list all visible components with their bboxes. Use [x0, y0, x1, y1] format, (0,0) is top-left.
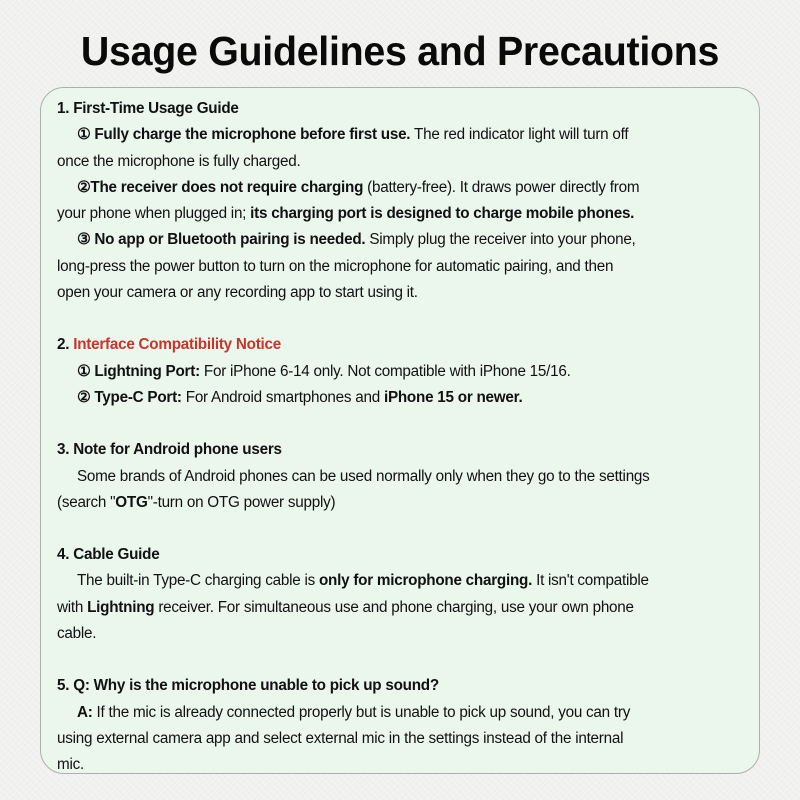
item-bold-text: Fully charge the microphone before first use. — [94, 126, 411, 144]
item-marker: ② — [76, 388, 91, 406]
item-text: (battery-free). It draws power directly from — [363, 178, 640, 196]
body-bold-text: Lightning — [87, 598, 155, 616]
section-title: Q: Why is the microphone unable to pick up sound? — [73, 677, 439, 695]
body-text: If the mic is already connected properly but is unable to pick up sound, you can try — [92, 703, 631, 721]
body-text: The built-in Type-C charging cable is — [76, 572, 319, 590]
item-text-continued: once the microphone is fully charged. — [57, 152, 301, 170]
body-text: It isn't compatible — [532, 572, 649, 590]
item-text: Simply plug the receiver into your phone, — [365, 231, 636, 249]
section-body-continued — [57, 490, 743, 516]
page-title: Usage Guidelines and Precautions — [80, 28, 720, 74]
item-text: your phone when plugged in; — [57, 205, 251, 223]
item-bold-text: Type-C Port: — [94, 388, 182, 406]
item-text-continued: open your camera or any recording app to start using it. — [57, 284, 418, 302]
item-text: The red indicator light will turn off — [410, 126, 629, 144]
section-first-time-usage — [57, 96, 745, 306]
body-text: with — [57, 598, 88, 616]
item-marker: ① — [76, 362, 91, 380]
answer-label: A: — [76, 703, 93, 721]
body-text: (search " — [57, 493, 116, 511]
section-android-note — [57, 437, 745, 516]
list-item — [57, 227, 763, 253]
section-heading — [57, 437, 743, 463]
answer-body — [57, 700, 763, 726]
body-text: receiver. For simultaneous use and phone charging, use your own phone — [154, 598, 634, 616]
item-bold-text: No app or Bluetooth pairing is needed. — [94, 231, 366, 249]
body-bold-text: only for microphone charging. — [318, 572, 533, 590]
item-marker: ① — [76, 126, 91, 144]
list-item — [57, 175, 763, 201]
section-heading — [57, 332, 743, 358]
item-bold-text: The receiver does not require charging — [90, 178, 364, 196]
item-text: For iPhone 6-14 only. Not compatible with iPhone 15/16. — [199, 362, 571, 380]
list-item — [57, 359, 763, 385]
item-bold-text: its charging port is designed to charge mobile phones. — [250, 205, 635, 223]
section-title: Interface Compatibility Notice — [73, 336, 282, 354]
section-body-continued — [57, 595, 743, 621]
section-heading — [57, 96, 743, 122]
section-body — [57, 568, 763, 594]
item-bold-text: Lightning Port: — [94, 362, 200, 380]
guidelines-panel — [40, 87, 760, 774]
item-text-continued — [57, 201, 743, 227]
section-heading — [57, 673, 743, 699]
section-interface-compatibility — [57, 332, 745, 411]
section-number: 1. — [57, 100, 70, 117]
item-bold-text: iPhone 15 or newer. — [383, 388, 523, 406]
section-faq-no-sound — [57, 673, 745, 778]
item-text-continued: long-press the power button to turn on the microphone for automatic pairing, and then — [57, 257, 614, 275]
section-number: 5. — [57, 677, 70, 695]
section-body-continued: cable. — [57, 625, 97, 643]
item-marker: ③ — [76, 231, 91, 249]
section-number: 2. — [57, 336, 70, 354]
body-text: "-turn on OTG power supply) — [147, 493, 336, 511]
section-cable-guide — [57, 542, 745, 647]
section-number: 4. — [57, 546, 70, 564]
section-title: Cable Guide — [73, 546, 160, 564]
item-marker: ② — [76, 178, 91, 196]
list-item — [57, 122, 763, 148]
section-body: Some brands of Android phones can be used normally only when they go to the settings — [76, 467, 650, 485]
section-heading — [57, 542, 743, 568]
answer-body-continued: mic. — [57, 756, 84, 774]
answer-body-continued: using external camera app and select external mic in the settings instead of the internal — [57, 729, 624, 747]
item-text: For Android smartphones and — [181, 388, 384, 406]
section-number: 3. — [57, 441, 70, 459]
list-item — [57, 385, 763, 411]
section-title: First-Time Usage Guide — [73, 100, 239, 117]
section-title: Note for Android phone users — [73, 441, 282, 459]
otg-keyword: OTG — [115, 493, 148, 511]
